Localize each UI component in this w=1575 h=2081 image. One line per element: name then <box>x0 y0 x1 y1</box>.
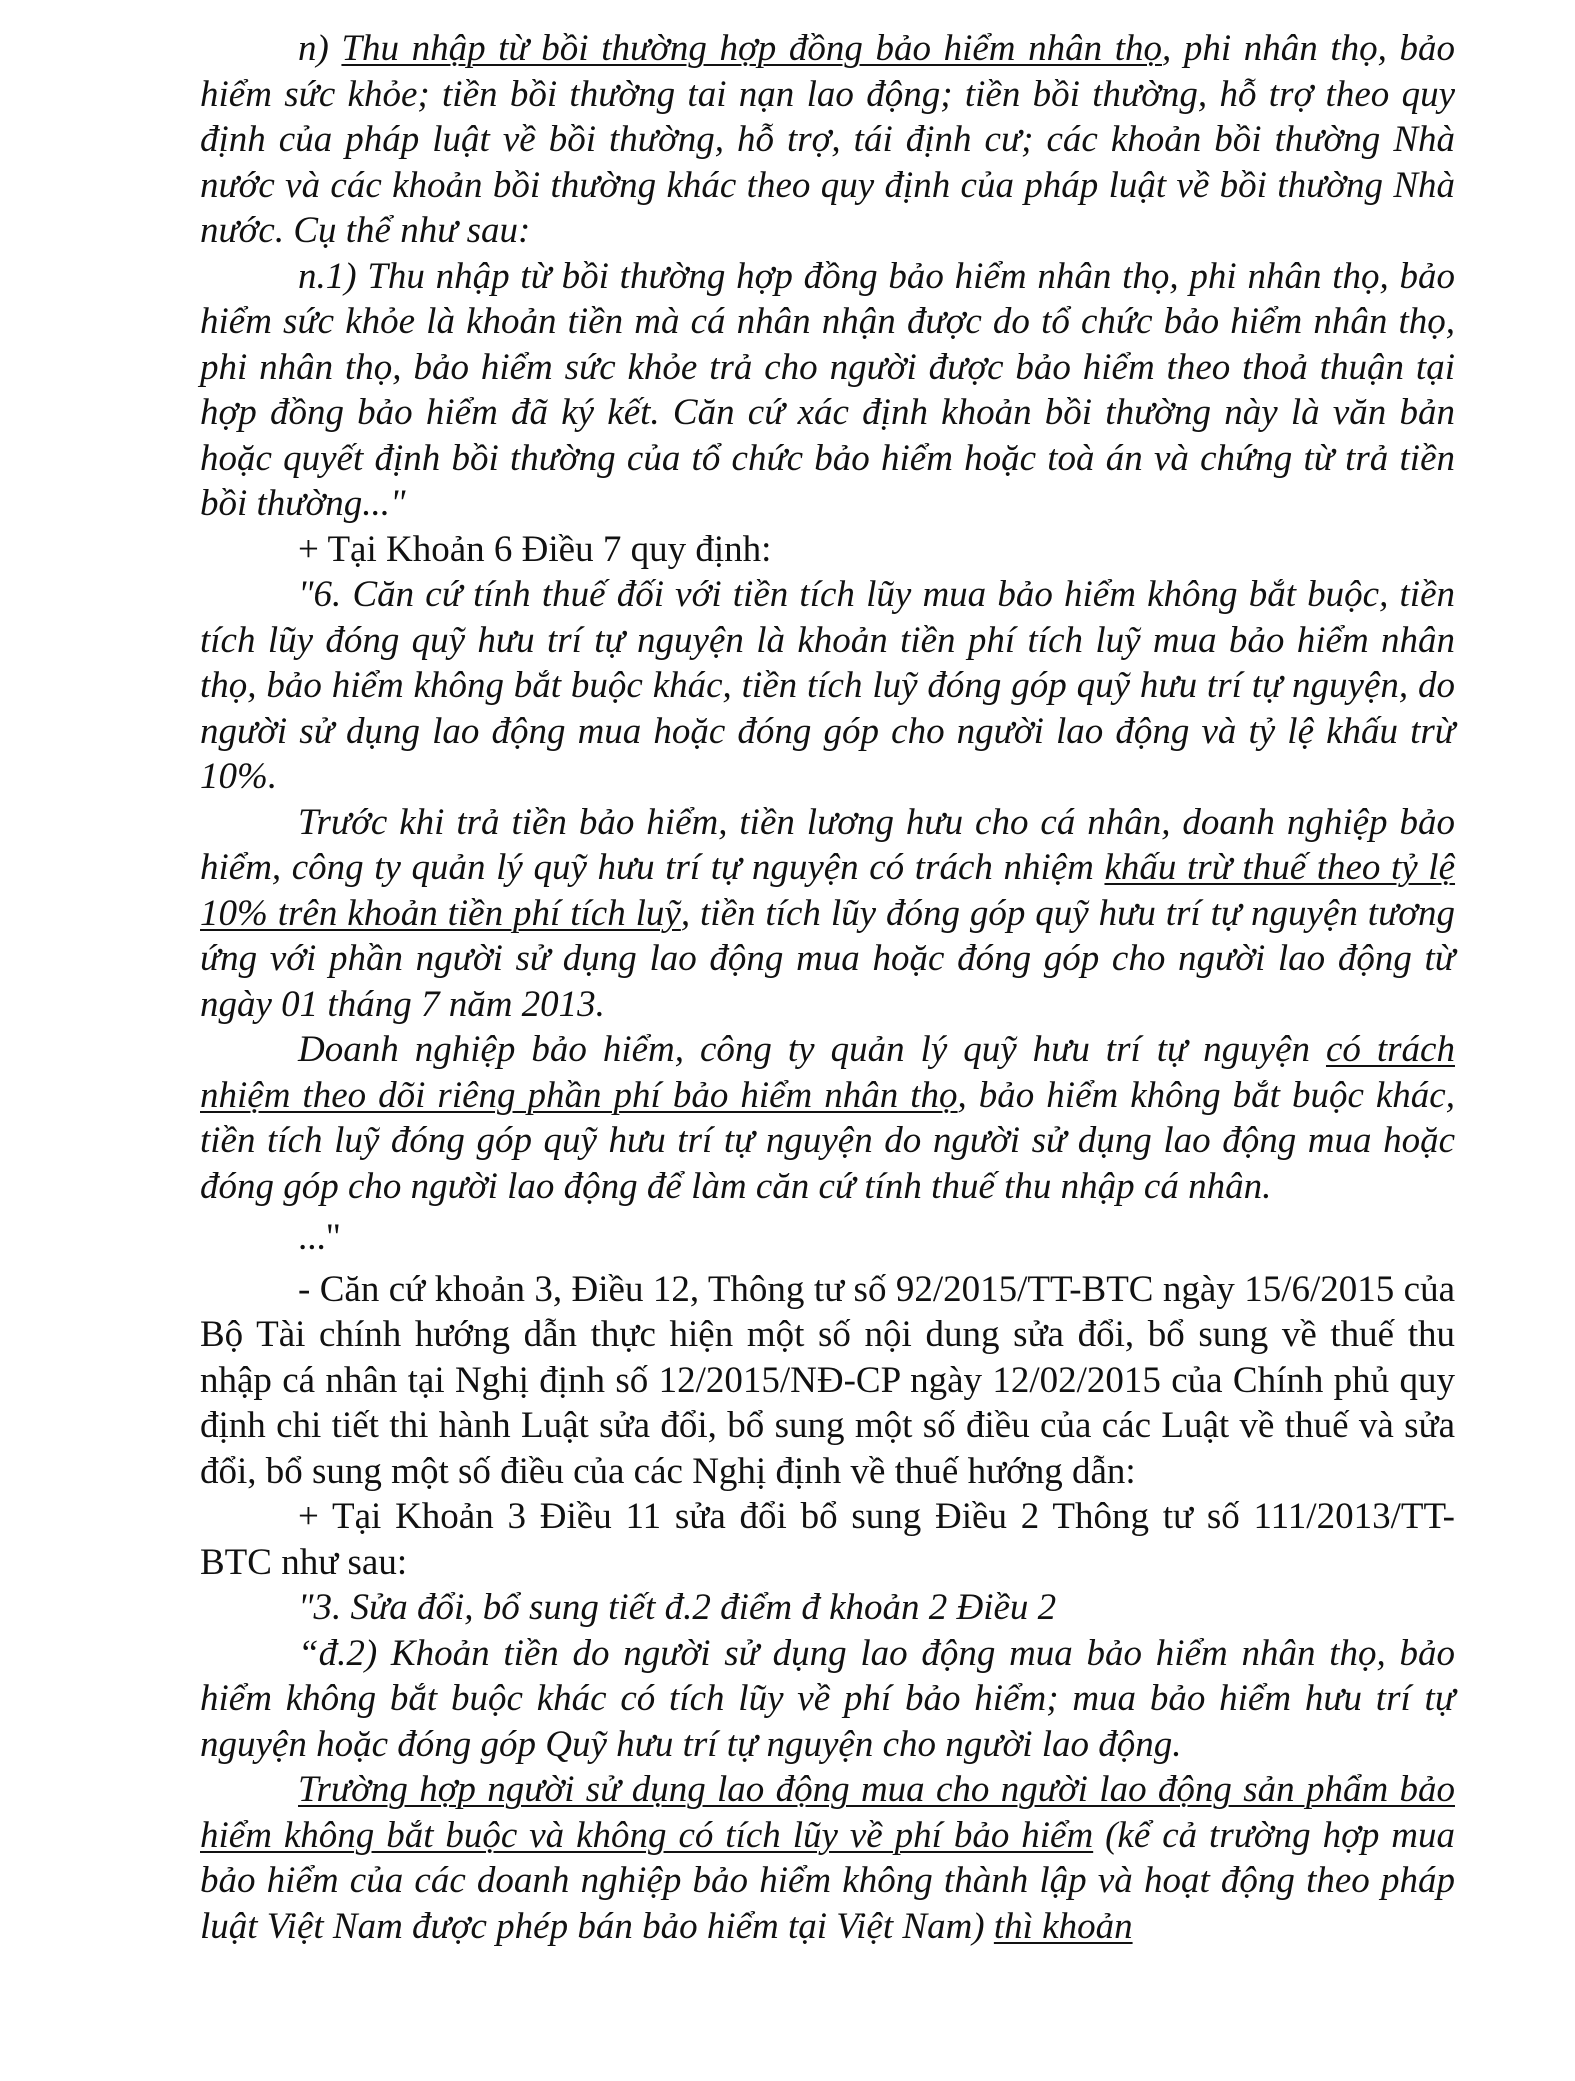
paragraph-text: Doanh nghiệp bảo hiểm, công ty quản lý quỹ hưu trí tự nguyện <box>298 1029 1326 1070</box>
underlined-phrase: Trường hợp người sử dụng lao động mua cho người lao động sản phẩm bảo hiểm không bắt buộc và không có tích lũy về phí bảo hiểm <box>200 1769 1455 1856</box>
paragraph-text: (kể cả trường hợp mua bảo hiểm của các doanh nghiệp bảo hiểm không thành lập và hoạt động theo pháp luật Việt Nam được phép bán bảo hiểm tại Việt Nam) <box>200 1814 1455 1947</box>
paragraph-ellipsis: ..." <box>298 1217 341 1258</box>
underlined-phrase: có trách nhiệm theo dõi riêng phần phí bảo hiểm nhân thọ <box>200 1029 1455 1116</box>
paragraph-n1: n.1) Thu nhập từ bồi thường hợp đồng bảo hiểm nhân thọ, phi nhân thọ, bảo hiểm sức khỏe là khoản tiền mà cá nhân nhận được do tổ chức bảo hiểm nhân thọ, phi nhân thọ, bảo hiểm sức khỏe trả cho người được bảo hiểm theo thoả thuận tại hợp đồng bảo hiểm đã ký kết. Căn cứ xác định khoản bồi thường này là văn bản hoặc quyết định bồi thường của tổ chức bảo hiểm hoặc toà án và chứng từ trả tiền bồi thường..." <box>200 255 1455 524</box>
paragraph-text: , phi nhân thọ, bảo hiểm sức khỏe; tiền bồi thường tai nạn lao động; tiền bồi thường, hỗ trợ theo quy định của pháp luật về bồi thường, hỗ trợ, tái định cư; các khoản bồi thường Nhà nước và các khoản bồi thường khác theo quy định của pháp luật về bồi thường Nhà nước. Cụ thể như sau: <box>200 28 1455 251</box>
paragraph-khoan-3: + Tại Khoản 3 Điều 11 sửa đổi bổ sung Điều 2 Thông tư số 111/2013/TT-BTC như sau: <box>200 1496 1455 1583</box>
underlined-phrase: khấu trừ thuế theo tỷ lệ 10% trên khoản tiền phí tích luỹ <box>200 847 1456 934</box>
paragraph-d2: “đ.2) Khoản tiền do người sử dụng lao động mua bảo hiểm nhân thọ, bảo hiểm không bắt buộc khác có tích lũy về phí bảo hiểm; mua bảo hiểm hưu trí tự nguyện hoặc đóng góp Quỹ hưu trí tự nguyện cho người lao động. <box>200 1632 1455 1765</box>
paragraph-text: , bảo hiểm không bắt buộc khác, tiền tích luỹ đóng góp quỹ hưu trí tự nguyện do người sử dụng lao động mua hoặc đóng góp cho người lao động để làm căn cứ tính thuế thu nhập cá nhân. <box>200 1074 1455 1207</box>
paragraph-truoc-khi <box>200 800 1455 1028</box>
paragraph-text: Trước khi trả tiền bảo hiểm, tiền lương hưu cho cá nhân, doanh nghiệp bảo hiểm, công ty quản lý quỹ hưu trí tự nguyện có trách nhiệm <box>200 801 1455 888</box>
paragraph-text: , tiền tích lũy đóng góp quỹ hưu trí tự nguyện tương ứng với phần người sử dụng lao động mua hoặc đóng góp cho người lao động từ ngày 01 tháng 7 năm 2013. <box>200 892 1455 1025</box>
clause-label: n) <box>298 28 342 69</box>
paragraph-sua-doi: "3. Sửa đổi, bổ sung tiết đ.2 điểm đ khoản 2 Điều 2 <box>298 1587 1057 1628</box>
paragraph-doanh-nghiep <box>200 1027 1455 1209</box>
paragraph-khoan-6: + Tại Khoản 6 Điều 7 quy định: <box>298 528 772 570</box>
underlined-phrase: thì khoản <box>993 1905 1133 1947</box>
underlined-phrase: Thu nhập từ bồi thường hợp đồng bảo hiểm nhân thọ <box>341 28 1162 69</box>
paragraph-truong-hop <box>200 1767 1455 1949</box>
paragraph-quote-6: "6. Căn cứ tính thuế đối với tiền tích lũy mua bảo hiểm không bắt buộc, tiền tích lũy đóng quỹ hưu trí tự nguyện là khoản tiền phí tích luỹ mua bảo hiểm nhân thọ, bảo hiểm không bắt buộc khác, tiền tích luỹ đóng góp quỹ hưu trí tự nguyện, do người sử dụng lao động mua hoặc đóng góp cho người lao động và tỷ lệ khấu trừ 10%. <box>200 574 1455 797</box>
paragraph-n <box>200 26 1455 254</box>
paragraph-can-cu: - Căn cứ khoản 3, Điều 12, Thông tư số 92/2015/TT-BTC ngày 15/6/2015 của Bộ Tài chính hướng dẫn thực hiện một số nội dung sửa đổi, bổ sung về thuế thu nhập cá nhân tại Nghị định số 12/2015/NĐ-CP ngày 12/02/2015 của Chính phủ quy định chi tiết thi hành Luật sửa đổi, bổ sung một số điều của các Luật về thuế và sửa đổi, bổ sung một số điều của các Nghị định về thuế hướng dẫn: <box>200 1268 1455 1492</box>
